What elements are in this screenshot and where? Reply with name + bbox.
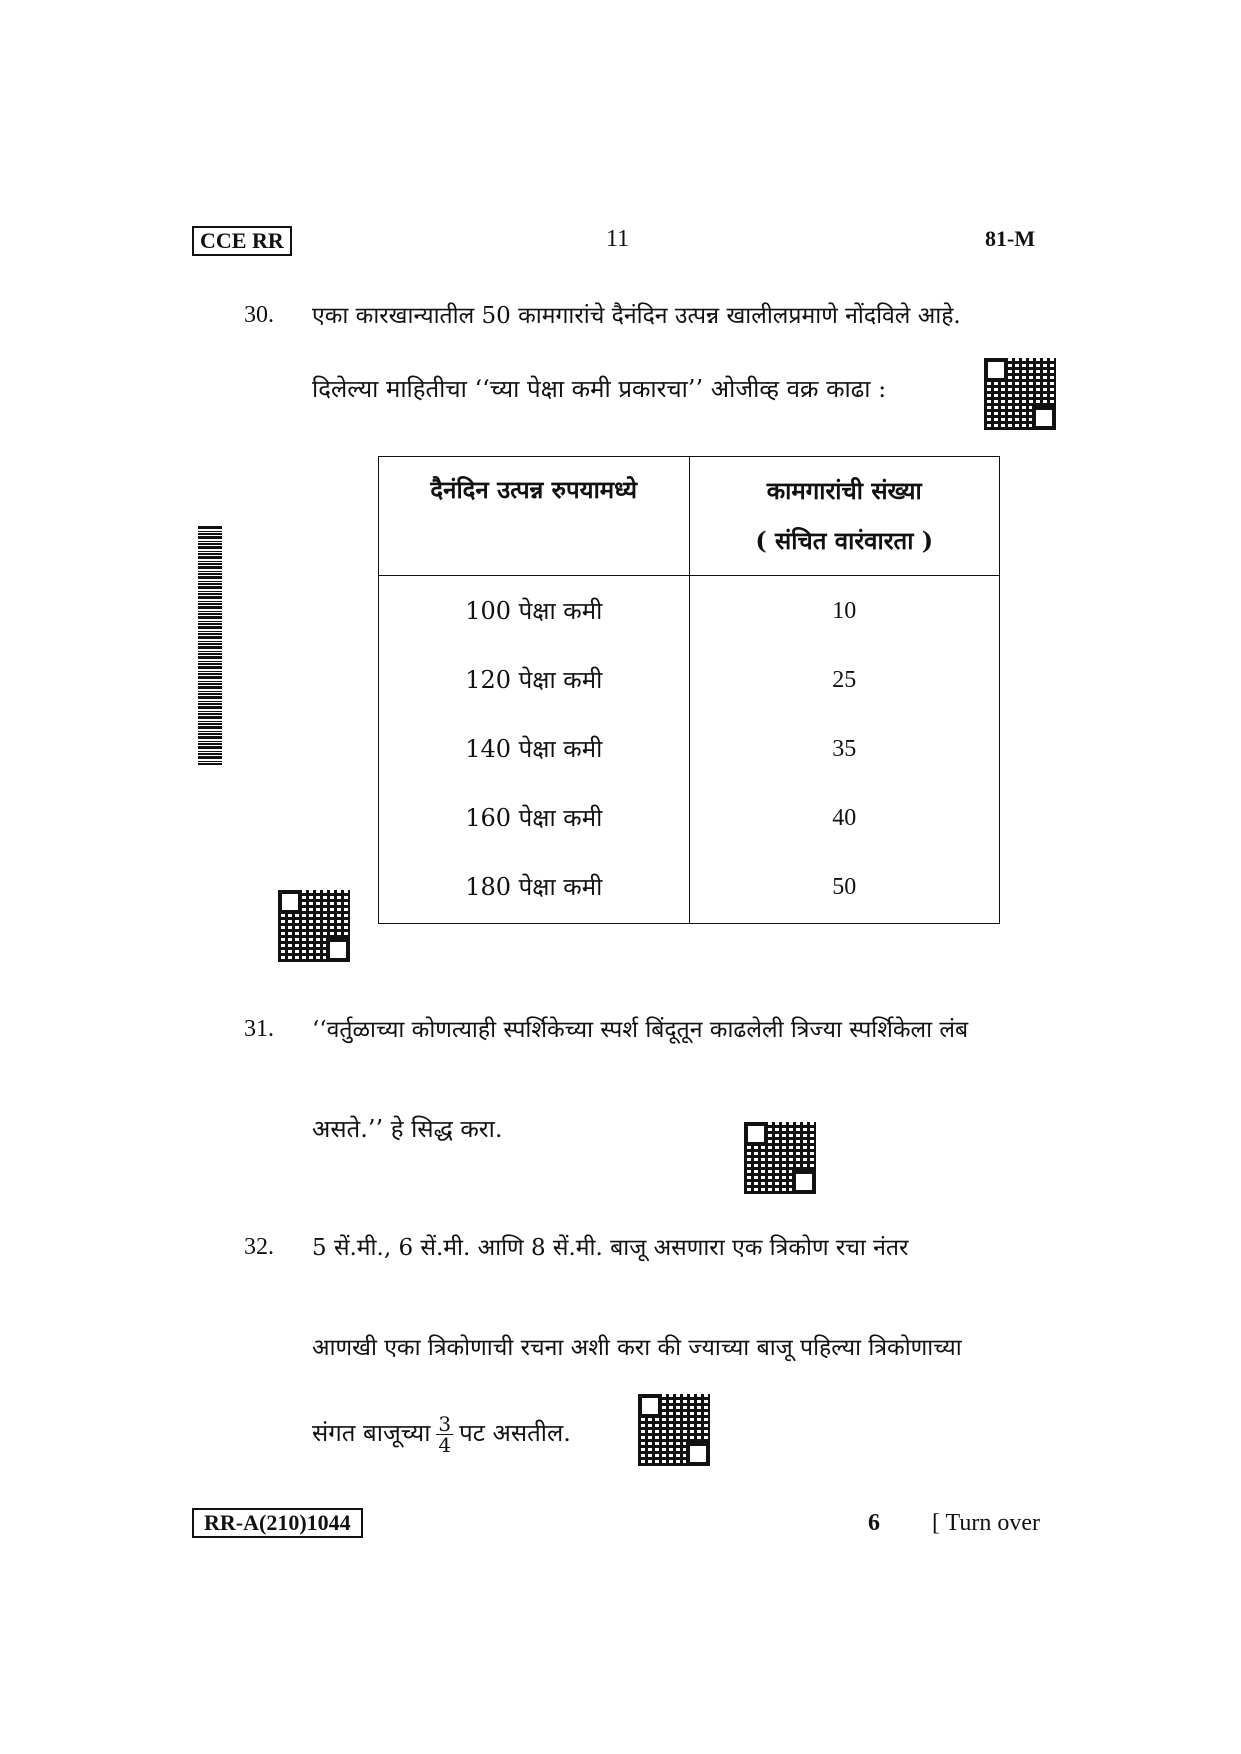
q31-line2: असते.’’ हे सिद्ध करा. bbox=[312, 1115, 503, 1143]
q32-line3 bbox=[312, 1414, 571, 1455]
q30-line2: दिलेल्या माहितीचा ‘‘च्या पेक्षा कमी प्रकारचा’’ ओजीव्ह वक्र काढा : bbox=[312, 375, 887, 403]
q32-line3-pre: संगत बाजूच्या bbox=[312, 1419, 431, 1447]
table-row: 10 bbox=[832, 598, 857, 624]
table-row: 25 bbox=[832, 667, 857, 693]
table-header-income: दैनंदिन उत्पन्न रुपयामध्ये bbox=[379, 457, 690, 576]
table-header-count-line2: ( संचित वारंवारता ) bbox=[755, 526, 934, 555]
qr-code-icon bbox=[638, 1394, 710, 1466]
fraction-numerator: 3 bbox=[438, 1412, 452, 1436]
qr-code-icon bbox=[984, 358, 1056, 430]
q31-line1: ‘‘वर्तुळाच्या कोणत्याही स्पर्शिकेच्या स्पर्श बिंदूतून काढलेली त्रिज्या स्पर्शिकेला लंब bbox=[312, 1017, 969, 1043]
table-count-column bbox=[689, 576, 1000, 924]
table-row: 50 bbox=[832, 874, 857, 900]
sheet-number: 6 bbox=[868, 1510, 880, 1536]
q32-line2: आणखी एका त्रिकोणाची रचना अशी करा की ज्याच्या बाजू पहिल्या त्रिकोणाच्या bbox=[312, 1335, 962, 1361]
fraction bbox=[436, 1414, 453, 1455]
table-row: 40 bbox=[832, 805, 857, 831]
table-header-count-line1: कामगारांची संख्या bbox=[766, 476, 922, 505]
cumulative-frequency-table bbox=[378, 456, 1000, 924]
table-header-count bbox=[689, 457, 1000, 576]
page-number: 11 bbox=[606, 226, 630, 252]
q32-line1: 5 सें.मी., 6 सें.मी. आणि 8 सें.मी. बाजू असणारा एक त्रिकोण रचा नंतर bbox=[312, 1235, 909, 1261]
table-row: 120 पेक्षा कमी bbox=[465, 666, 603, 694]
q31-number: 31. bbox=[244, 1016, 274, 1042]
fraction-denominator: 4 bbox=[438, 1433, 452, 1457]
q30-line1: एका कारखान्यातील 50 कामगारांचे दैनंदिन उत्पन्न खालीलप्रमाणे नोंदविले आहे. bbox=[312, 303, 961, 329]
q32-number: 32. bbox=[244, 1234, 274, 1260]
barcode-icon bbox=[198, 525, 222, 765]
table-row: 100 पेक्षा कमी bbox=[465, 597, 603, 625]
table-row: 180 पेक्षा कमी bbox=[465, 873, 603, 901]
table-row: 35 bbox=[832, 736, 857, 762]
table-row: 140 पेक्षा कमी bbox=[465, 735, 603, 763]
header-code-left: CCE RR bbox=[192, 226, 292, 256]
turn-over-label: [ Turn over bbox=[932, 1510, 1041, 1536]
table-income-column bbox=[379, 576, 690, 924]
header-code-right: 81-M bbox=[985, 226, 1036, 251]
q32-line3-post: पट असतील. bbox=[459, 1419, 571, 1447]
qr-code-icon bbox=[278, 890, 350, 962]
table-row: 160 पेक्षा कमी bbox=[465, 804, 603, 832]
footer-code: RR-A(210)1044 bbox=[192, 1508, 363, 1538]
q30-number: 30. bbox=[244, 302, 274, 328]
qr-code-icon bbox=[744, 1122, 816, 1194]
